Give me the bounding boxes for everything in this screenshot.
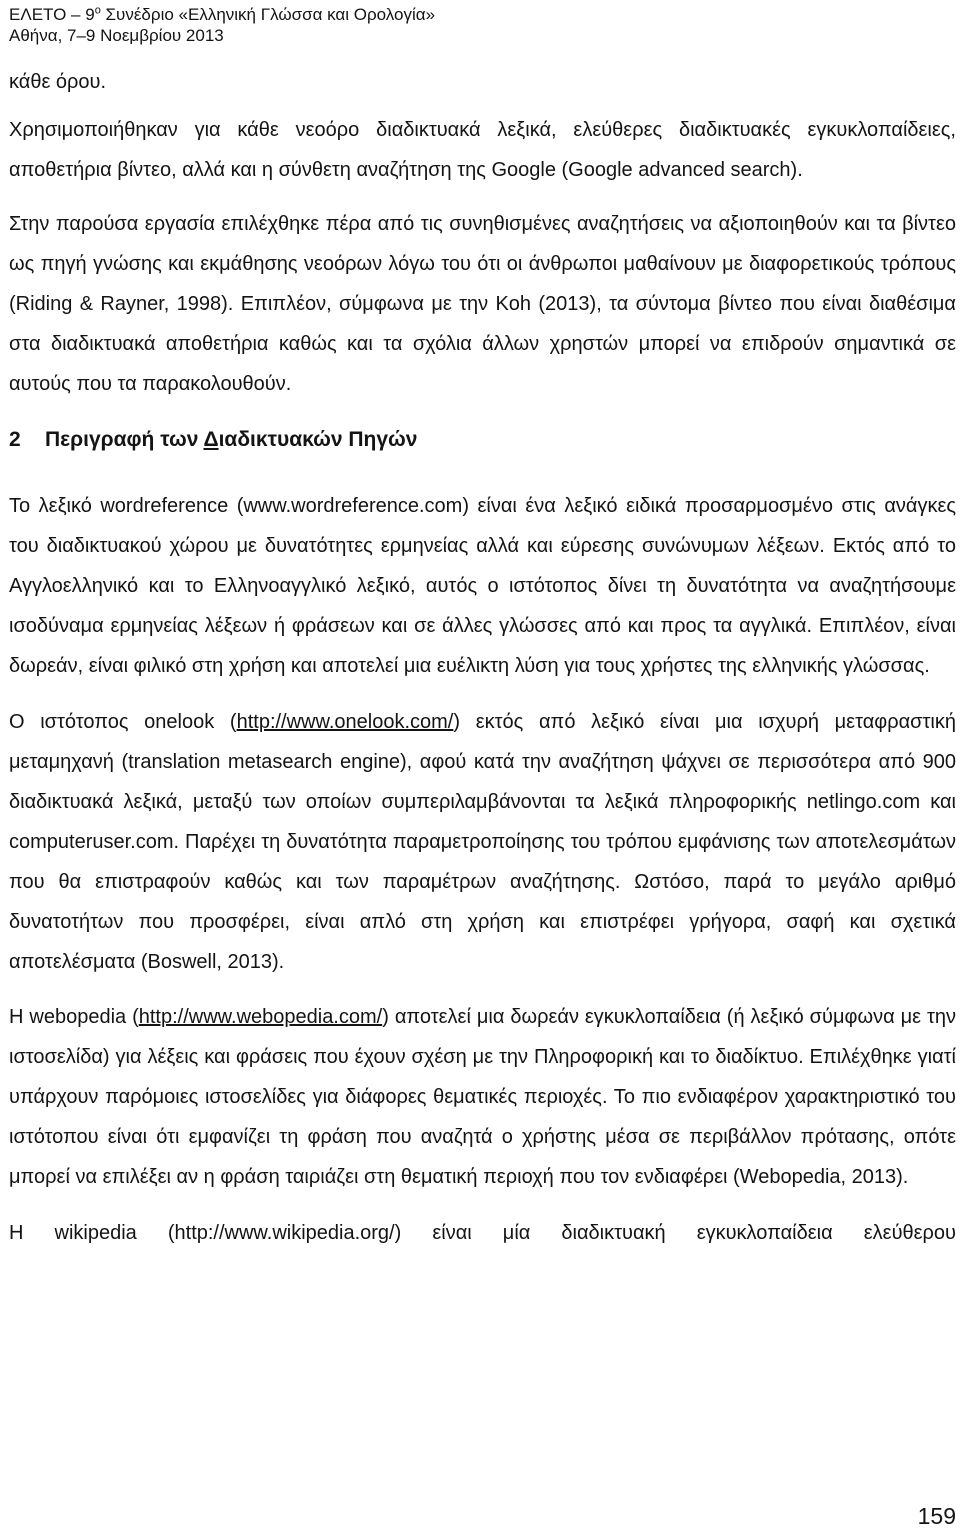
conference-title bbox=[9, 4, 435, 25]
onelook-link[interactable]: http://www.onelook.com/ bbox=[236, 711, 454, 733]
paragraph-webopedia bbox=[9, 997, 956, 1197]
section-number: 2 bbox=[9, 428, 21, 451]
paragraph-wikipedia: Η wikipedia (http://www.wikipedia.org/) είναι μία διαδικτυακή εγκυκλοπαίδεια ελεύθερου bbox=[9, 1222, 956, 1244]
paragraph-onelook bbox=[9, 702, 956, 982]
conference-ordinal-sup: ο bbox=[94, 4, 101, 17]
paragraph-3: Στην παρούσα εργασία επιλέχθηκε πέρα από τις συνηθισμένες αναζητήσεις να αξιοποιηθούν και τα βίντεο ως πηγή γνώσης και εκμάθησης νεοόρων λόγω του ότι οι άνθρωποι μαθαίνουν με διαφορετικούς τρόπους (Riding & Rayner, 1998). Επιπλέον, σύμφωνα με την Koh (2013), τα σύντομα βίντεο που είναι διαθέσιμα στα διαδικτυακά αποθετήρια καθώς και τα σχόλια άλλων χρηστών μπορεί να επιδρούν σημαντικά σε αυτούς που τα παρακολουθούν. bbox=[9, 213, 956, 395]
onelook-text-pre: Ο ιστότοπος onelook ( bbox=[9, 711, 237, 733]
section-title-pre: Περιγραφή των bbox=[45, 428, 204, 451]
webopedia-link[interactable]: http://www.webopedia.com/ bbox=[138, 1006, 383, 1028]
conference-title-rest: Συνέδριο «Ελληνική Γλώσσα και Ορολογία» bbox=[100, 5, 436, 24]
paragraph-2: Χρησιμοποιήθηκαν για κάθε νεοόρο διαδικτυακά λεξικά, ελεύθερες διαδικτυακές εγκυκλοπαίδειες, αποθετήρια βίντεο, αλλά και η σύνθετη αναζήτηση της Google (Google advanced search). bbox=[9, 119, 956, 181]
page-body bbox=[9, 62, 956, 1253]
section-title-underlined: Δ bbox=[203, 428, 219, 451]
section-heading bbox=[9, 404, 956, 486]
conference-location-date: Αθήνα, 7–9 Νοεμβρίου 2013 bbox=[9, 26, 224, 45]
section-title-post: ιαδικτυακών Πηγών bbox=[218, 428, 418, 451]
running-header bbox=[9, 4, 435, 46]
webopedia-text-post: ) αποτελεί μια δωρεάν εγκυκλοπαίδεια (ή λεξικό σύμφωνα με την ιστοσελίδα) για λέξεις και φράσεις που έχουν σχέση με την Πληροφορική και το διαδίκτυο. Επιλέχθηκε γιατί υπάρχουν παρόμοιες ιστοσελίδες για διάφορες θεματικές περιοχές. Το πιο ενδιαφέρον χαρακτηριστικό του ιστότοπου είναι ότι εμφανίζει τη φράση που αναζητά ο χρήστης μέσα σε περιβάλλον πρότασης, οπότε μπορεί να επιλέξει αν η φράση ταιριάζει στη θεματική περιοχή που τον ενδιαφέρει (Webopedia, 2013). bbox=[9, 1006, 956, 1188]
onelook-text-post: ) εκτός από λεξικό είναι μια ισχυρή μεταφραστική μεταμηχανή (translation metasearch engine), αφού κατά την αναζήτηση ψάχνει σε περισσότερα από 900 διαδικτυακά λεξικά, μεταξύ των οποίων συμπεριλαμβάνονται τα λεξικά πληροφορικής netlingo.com και computeruser.com. Παρέχει τη δυνατότητα παραμετροποίησης του τρόπου εμφάνισης των αποτελεσμάτων που θα επιστραφούν καθώς και των παραμέτρων αναζήτησης. Ωστόσο, παρά το μεγάλο αριθμό δυνατοτήτων που προσφέρει, είναι απλό στη χρήση και επιστρέφει γρήγορα, σαφή και σχετικά αποτελέσματα (Boswell, 2013). bbox=[9, 711, 956, 973]
page-number: 159 bbox=[917, 1503, 956, 1529]
paragraph-1: κάθε όρου. bbox=[9, 71, 107, 93]
paragraph-wordreference: Το λεξικό wordreference (www.wordreference.com) είναι ένα λεξικό ειδικά προσαρμοσμένο στις ανάγκες του διαδικτυακού χώρου με δυνατότητες ερμηνείας αλλά και εύρεσης συνώνυμων λέξεων. Εκτός από το Αγγλοελληνικό και το Ελληνοαγγλικό λεξικό, αυτός ο ιστότοπος δίνει τη δυνατότητα να αναζητήσουμε ισοδύναμα ερμηνείας λέξεων ή φράσεων και σε άλλες γλώσσες από και προς τα αγγλικά. Επιπλέον, είναι δωρεάν, είναι φιλικό στη χρήση και αποτελεί μια ευέλικτη λύση για τους χρήστες της ελληνικής γλώσσας. bbox=[9, 495, 956, 677]
webopedia-text-pre: Η webopedia ( bbox=[9, 1006, 139, 1028]
conference-title-main: ΕΛΕΤΟ – 9 bbox=[9, 5, 95, 24]
